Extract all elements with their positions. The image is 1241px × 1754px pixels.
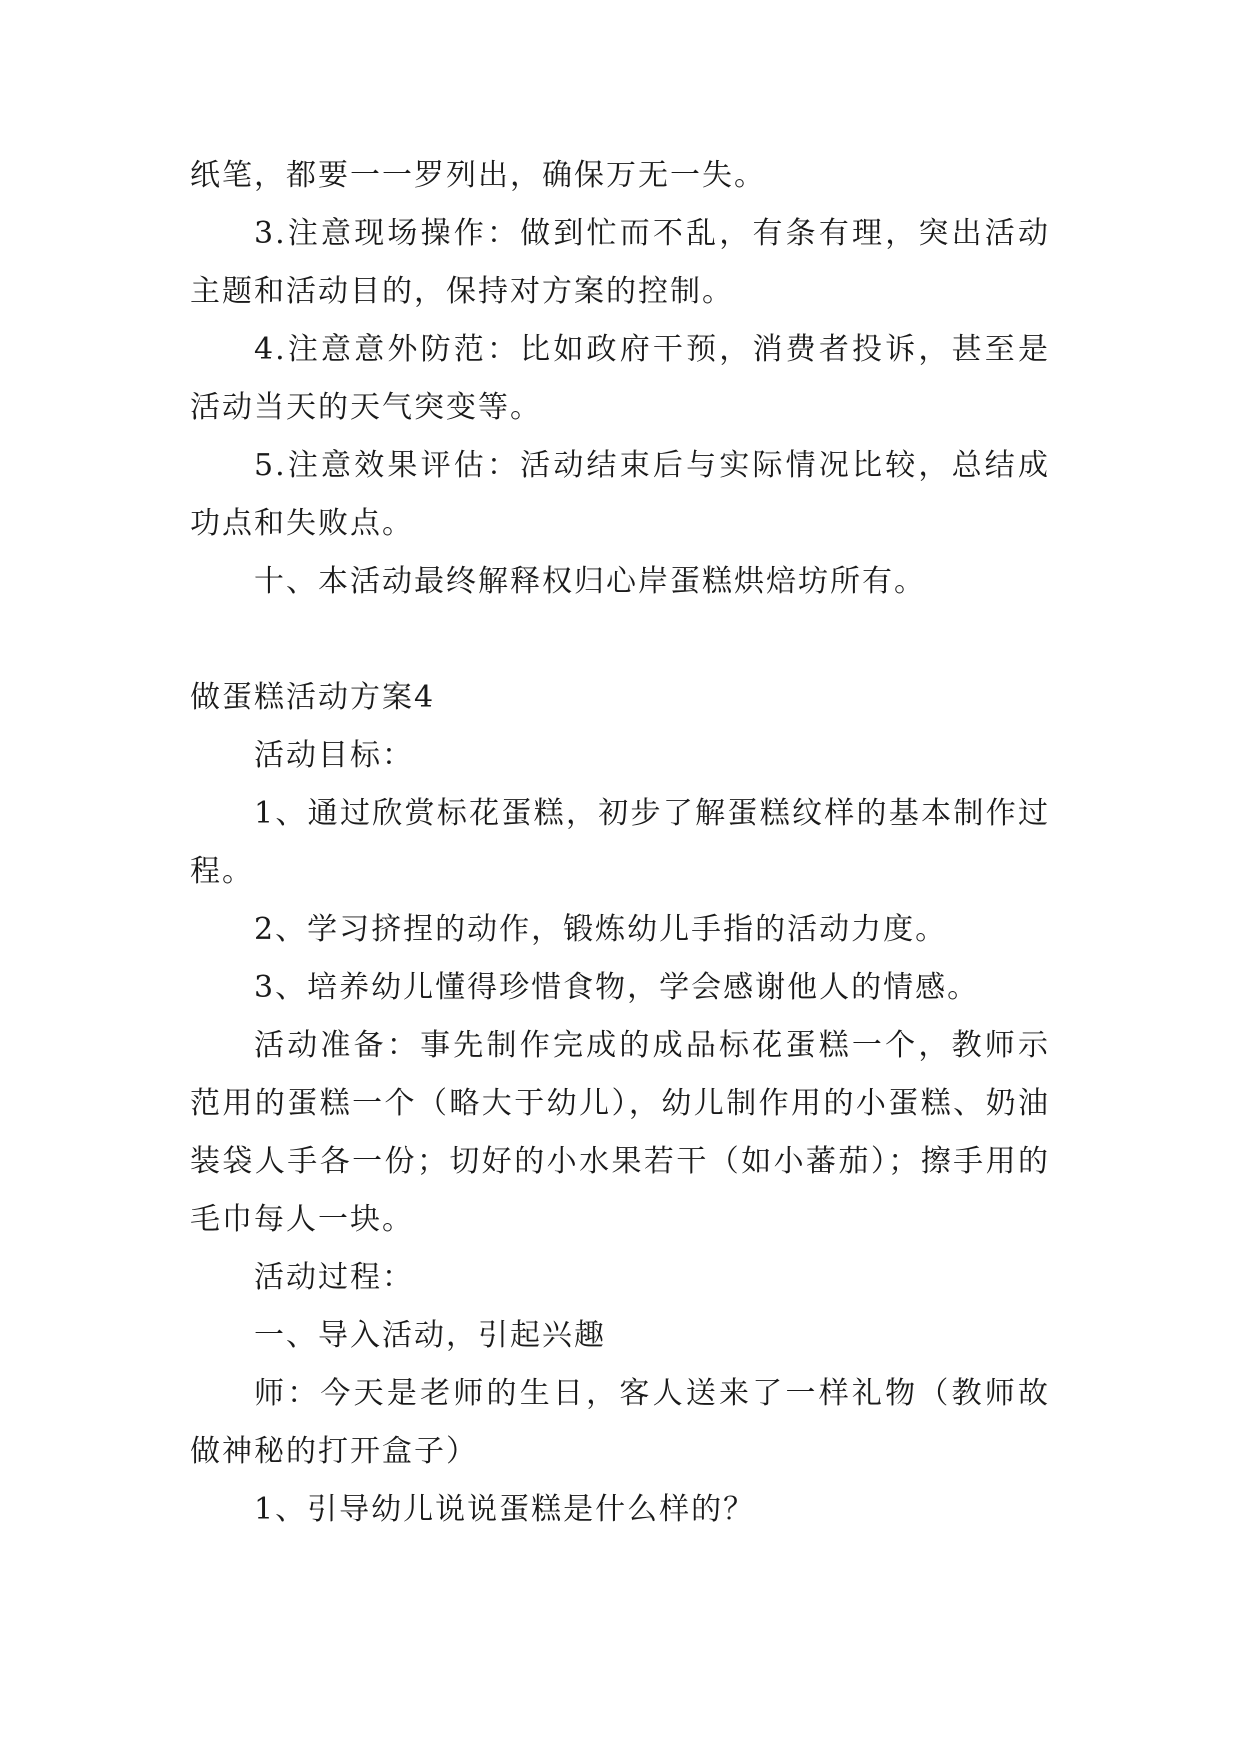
paragraph-preparation: 活动准备：事先制作完成的成品标花蛋糕一个，教师示范用的蛋糕一个（略大于幼儿），幼儿制作用的小蛋糕、奶油装袋人手各一份；切好的小水果若干（如小蕃茄）；擦手用的毛巾每人一块。 (190, 1028, 1050, 1237)
section-spacer (190, 611, 1050, 669)
paragraph-item-5: 5.注意效果评估：活动结束后与实际情况比较，总结成功点和失败点。 (190, 448, 1050, 541)
paragraph-continuation: 纸笔，都要一一罗列出，确保万无一失。 (190, 158, 766, 193)
paragraph-teacher-line: 师：今天是老师的生日，客人送来了一样礼物（教师故做神秘的打开盒子） (190, 1376, 1050, 1469)
paragraph-step-one: 一、导入活动，引起兴趣 (254, 1318, 606, 1353)
paragraph-section-ten: 十、本活动最终解释权归心岸蛋糕烘焙坊所有。 (254, 564, 926, 599)
paragraph-item-4: 4.注意意外防范：比如政府干预，消费者投诉，甚至是活动当天的天气突变等。 (190, 332, 1050, 425)
paragraph-item-3: 3.注意现场操作：做到忙而不乱，有条有理，突出活动主题和活动目的，保持对方案的控制。 (190, 216, 1050, 309)
paragraph-goal-2: 2、学习挤捏的动作，锻炼幼儿手指的活动力度。 (254, 912, 948, 947)
document-body (190, 147, 1050, 1539)
paragraph-goal-3: 3、培养幼儿懂得珍惜食物，学会感谢他人的情感。 (254, 970, 980, 1005)
paragraph-goal-1: 1、通过欣赏标花蛋糕，初步了解蛋糕纹样的基本制作过程。 (190, 796, 1050, 889)
paragraph-process-heading: 活动过程： (254, 1260, 414, 1295)
section-title: 做蛋糕活动方案4 (190, 680, 436, 715)
paragraph-guide-1: 1、引导幼儿说说蛋糕是什么样的？ (254, 1492, 756, 1527)
paragraph-goals-heading: 活动目标： (254, 738, 414, 773)
